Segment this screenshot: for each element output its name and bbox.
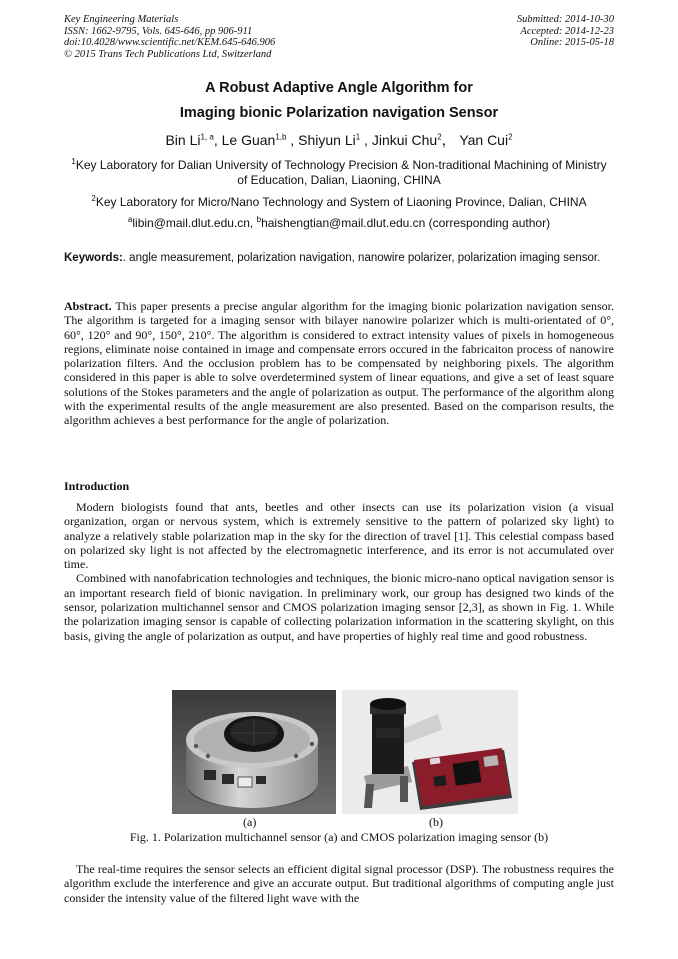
author-name: Yan Cui: [459, 132, 509, 148]
submitted-date: Submitted: 2014-10-30: [516, 14, 614, 25]
paper-title-line-1: A Robust Adaptive Angle Algorithm for: [205, 80, 473, 96]
keywords-label: Keywords:: [64, 252, 123, 264]
affiliation-1: [70, 158, 608, 188]
affil-mark: 1: [71, 157, 76, 166]
journal-doi: doi:10.4028/www.scientific.net/KEM.645-646.906: [64, 37, 276, 48]
author-name: Jinkui Chu: [371, 132, 438, 148]
author-separator: ,: [286, 132, 299, 148]
author-separator: ,: [360, 132, 372, 148]
author-name: Bin Li: [165, 132, 201, 148]
email-a: libin@mail.dlut.edu.cn,: [132, 216, 257, 230]
email-mark-a: a: [127, 215, 133, 224]
author-separator: ，: [441, 132, 456, 148]
journal-issn: ISSN: 1662-9795, Vols. 645-646, pp 906-911: [64, 25, 253, 37]
intro-body: [64, 500, 614, 643]
cmos-imaging-sensor-image: [342, 690, 518, 814]
author-separator: ,: [213, 132, 222, 148]
author-list: [0, 130, 678, 150]
submission-dates: [517, 14, 614, 49]
online-date: Online: 2015-05-18: [530, 37, 614, 48]
body-paragraph-3: [64, 862, 614, 905]
affiliation-2: [70, 195, 608, 210]
section-heading-introduction: Introduction: [64, 479, 130, 493]
abstract: [64, 299, 614, 428]
body-paragraph-3-text: The real-time requires the sensor selects an efficient digital signal processor (DSP). The robustness requires the algorithm exclude the interference and give an accurate output. But traditional algorithms of computing angle just consider the intensity value of the filtered light wave with the: [64, 862, 614, 905]
figure-1a-photo: [172, 690, 336, 814]
author-name: Le Guan: [221, 132, 276, 148]
author-emails: [70, 216, 608, 231]
abstract-label: Abstract.: [64, 299, 112, 313]
affil-text: Key Laboratory for Dalian University of Technology Precision & Non-traditional Machining of Ministry of Education, Dalian, Liaoning, CHINA: [75, 158, 607, 187]
accepted-date: Accepted: 2014-12-23: [520, 25, 614, 37]
affil-text: Key Laboratory for Micro/Nano Technology and System of Liaoning Province, Dalian, CHINA: [95, 195, 587, 209]
journal-name: Key Engineering Materials: [64, 14, 179, 25]
journal-info: [64, 14, 275, 60]
author-name: Shiyun Li: [298, 132, 356, 148]
author-affil-mark: 2: [437, 132, 442, 142]
figure-1-caption: Fig. 1. Polarization multichannel sensor (a) and CMOS polarization imaging sensor (b): [129, 830, 549, 844]
author-affil-mark: 1,b: [275, 132, 287, 142]
figure-1a-label: (a): [243, 815, 257, 829]
intro-paragraph-1: Modern biologists found that ants, beetles and other insects can use its polarization vision (a visual organization, organ or nervous system, which is extremely sensitive to the pattern of polarized sky light) to analyze a relatively stable polarization map in the sky for the direction of travel [1]. This celestial compass based on polarized sky light is not affected by the electromagnetic interference, and its error is not accumulated over time.: [64, 500, 614, 572]
affil-mark: 2: [91, 194, 96, 203]
author-affil-mark: 1: [355, 132, 361, 142]
author-affil-mark: 2: [508, 132, 513, 142]
email-mark-b: b: [256, 215, 262, 224]
email-b: haishengtian@mail.dlut.edu.cn (corresponding author): [261, 216, 551, 230]
multichannel-sensor-image: [172, 690, 336, 814]
keywords: [64, 251, 614, 265]
intro-paragraph-2: Combined with nanofabrication technologies and techniques, the bionic micro-nano optical navigation sensor is an important research field of bionic navigation. In preliminary work, our group has designed two kinds of the sensor, polarization multichannel sensor and CMOS polarization imaging sensor [2,3], as shown in Fig. 1. While the polarization imaging sensor is capable of collecting polarization information in the scattering skylight, on this basis, giving the angle of polarization as output, and have properties of highly real time and good robustness.: [64, 571, 614, 643]
paper-title-line-2: Imaging bionic Polarization navigation Sensor: [179, 105, 499, 121]
author-affil-mark: 1, a: [200, 132, 214, 142]
abstract-text: This paper presents a precise angular algorithm for the imaging bionic polarization navigation sensor. The algorithm is targeted for a imaging sensor with bilayer nanowire polarizer which is multi-orientated of 0°, 60°, 120° and 90°, 150°, 210°. The algorithm is considered to extract intensity values of pixels in homogeneous regions, eliminate noise contained in image and compensate errors occured in the fabricaiton process of nanowire polarization filters. And the occlusion problem has to be compensated by neighboring pixels. The algorithm considered in this paper is able to solve overdetermined system of linear equations, and give a set of least square solutions of the Stokes parameters and the angle of polarization as output. The performance of the algorithm along with the experimental results of the angle measurement are also presented. Based on the comparison results, the algorithm achieves a best performance for the angle of polarization.: [64, 299, 614, 428]
figure-1b-label: (b): [429, 815, 443, 829]
figure-1b-photo: [342, 690, 518, 814]
keywords-text: . angle measurement, polarization navigation, nanowire polarizer, polarization imaging sensor.: [122, 252, 601, 264]
journal-copyright: © 2015 Trans Tech Publications Ltd, Switzerland: [64, 48, 272, 60]
